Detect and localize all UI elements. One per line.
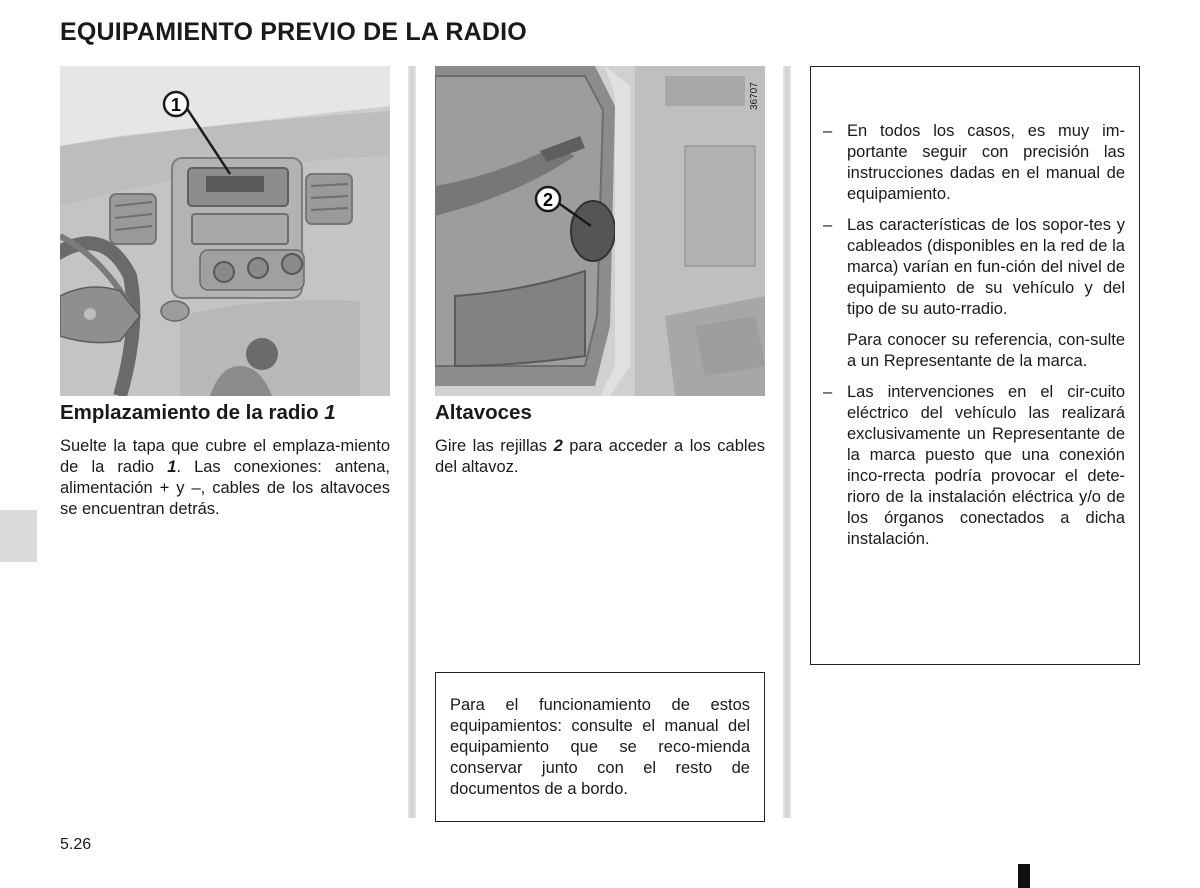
section-heading-speakers: Altavoces bbox=[435, 401, 532, 424]
body-ref: 1 bbox=[167, 458, 177, 476]
list-dash: – bbox=[823, 216, 833, 234]
radio-location-text bbox=[60, 436, 390, 520]
body-part-1: Suelte la tapa que cubre el emplaza-miento de la radio bbox=[60, 437, 390, 476]
body-part-1: Gire las rejillas bbox=[435, 437, 554, 455]
equipment-note-box bbox=[435, 672, 765, 822]
page-title: EQUIPAMIENTO PREVIO DE LA RADIO bbox=[60, 18, 527, 46]
heading-text: Emplazamiento de la radio bbox=[60, 401, 325, 424]
figure-callout-1: 1 bbox=[170, 95, 182, 115]
note-item-3 bbox=[811, 382, 1125, 550]
note-item-1-text: En todos los casos, es muy im-portante seguir con precisión las instrucciones dadas en el manual de equipamiento. bbox=[847, 122, 1125, 203]
note-item-1 bbox=[811, 121, 1125, 205]
chapter-tab bbox=[0, 510, 37, 562]
column-divider-right bbox=[783, 66, 791, 818]
note-item-2-text: Las características de los sopor-tes y cableados (disponibles en la red de la marca) varían en fun-ción del nivel de equipamiento de su vehículo y del tipo de su auto-rradio. bbox=[847, 216, 1125, 318]
body-part-2: . Las conexiones: antena, alimentación + y –, cables de los altavoces se encuentran detrás. bbox=[60, 458, 390, 518]
list-dash: – bbox=[823, 122, 833, 140]
figure-code: 36707 bbox=[749, 82, 760, 110]
section-heading-radio-location bbox=[60, 401, 336, 425]
page-edge-mark bbox=[1018, 864, 1030, 888]
note-item-2 bbox=[811, 215, 1125, 372]
important-notes-box bbox=[810, 66, 1140, 665]
dashboard-radio-figure bbox=[60, 66, 390, 396]
body-ref: 2 bbox=[553, 437, 563, 455]
speakers-text bbox=[435, 436, 765, 478]
door-speaker-figure bbox=[435, 66, 765, 396]
list-dash: – bbox=[823, 383, 833, 401]
note-item-3-text: Las intervenciones en el cir-cuito eléctrico del vehículo las realizará exclusivamente un Representante de la marca puesto que una conexión inco-rrecta podría provocar el dete-rioro de la instalación eléctrica y/o de los órganos conectados a dicha instalación. bbox=[847, 383, 1125, 548]
notes-list bbox=[811, 121, 1125, 550]
equipment-note-text: Para el funcionamiento de estos equipamientos: consulte el manual del equipamiento que se reco-mienda conservar junto con el resto de documentos de a bordo. bbox=[450, 696, 750, 798]
dashboard-illustration bbox=[60, 66, 390, 396]
column-divider-left bbox=[408, 66, 416, 818]
door-illustration bbox=[435, 66, 765, 396]
body-part-2: para acceder a los cables del altavoz. bbox=[435, 437, 765, 476]
page-number: 5.26 bbox=[60, 836, 92, 853]
note-item-2-subtext: Para conocer su referencia, con-sulte a un Representante de la marca. bbox=[847, 331, 1125, 370]
heading-ref: 1 bbox=[324, 401, 336, 424]
figure-callout-2: 2 bbox=[542, 190, 554, 210]
